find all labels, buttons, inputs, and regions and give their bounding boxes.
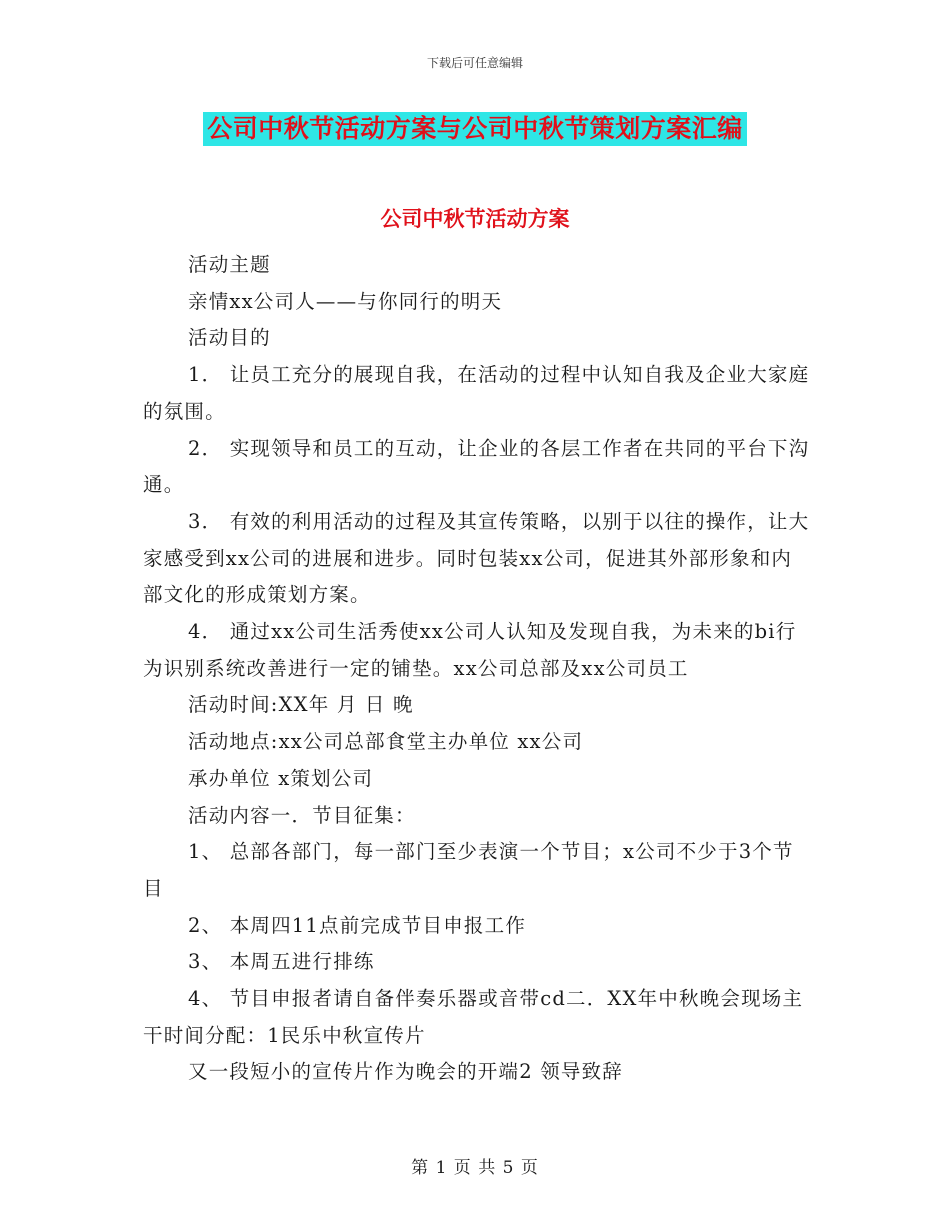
section-title: 公司中秋节活动方案 xyxy=(380,207,570,231)
paragraph: 1． 让员工充分的展现自我，在活动的过程中认知自我及企业大家庭的氛围。 xyxy=(143,363,810,423)
paragraph: 活动目的 xyxy=(188,326,271,350)
paragraph: 又一段短小的宣传片作为晚会的开端2 领导致辞 xyxy=(188,1060,624,1084)
paragraph: 活动内容一．节目征集： xyxy=(188,803,416,827)
body-text xyxy=(143,247,811,1091)
paragraph: 3． 有效的利用活动的过程及其宣传策略，以别于以往的操作，让大家感受到xx公司的进展和进步。同时包装xx公司，促进其外部形象和内部文化的形成策划方案。 xyxy=(143,509,810,607)
page-footer: 第 1 页 共 5 页 xyxy=(411,1158,539,1178)
header-note: 下载后可任意编辑 xyxy=(426,56,523,70)
paragraph: 3、 本周五进行排练 xyxy=(188,950,375,974)
paragraph: 4、 节目申报者请自备伴奏乐器或音带cd二．XX年中秋晚会现场主干时间分配：1民乐中秋宣传片 xyxy=(143,987,804,1047)
paragraph: 活动主题 xyxy=(188,253,271,276)
paragraph: 2、 本周四11点前完成节目申报工作 xyxy=(188,913,527,937)
paragraph: 2． 实现领导和员工的互动，让企业的各层工作者在共同的平台下沟通。 xyxy=(143,436,810,497)
paragraph: 1、 总部各部门，每一部门至少表演一个节目；x公司不少于3个节目 xyxy=(143,840,794,900)
paragraph: 活动地点:xx公司总部食堂主办单位 xx公司 xyxy=(188,730,584,754)
doc-title-wrap xyxy=(0,112,950,146)
paragraph: 亲情xx公司人——与你同行的明天 xyxy=(188,289,503,313)
paragraph: 4． 通过xx公司生活秀使xx公司人认知及发现自我，为未来的bi行为识别系统改善进行一定的铺垫。xx公司总部及xx公司员工 xyxy=(143,620,797,680)
paragraph: 活动时间:XX年 月 日 晚 xyxy=(188,693,414,717)
paragraph: 承办单位 x策划公司 xyxy=(188,766,374,790)
document-title: 公司中秋节活动方案与公司中秋节策划方案汇编 xyxy=(203,112,747,146)
